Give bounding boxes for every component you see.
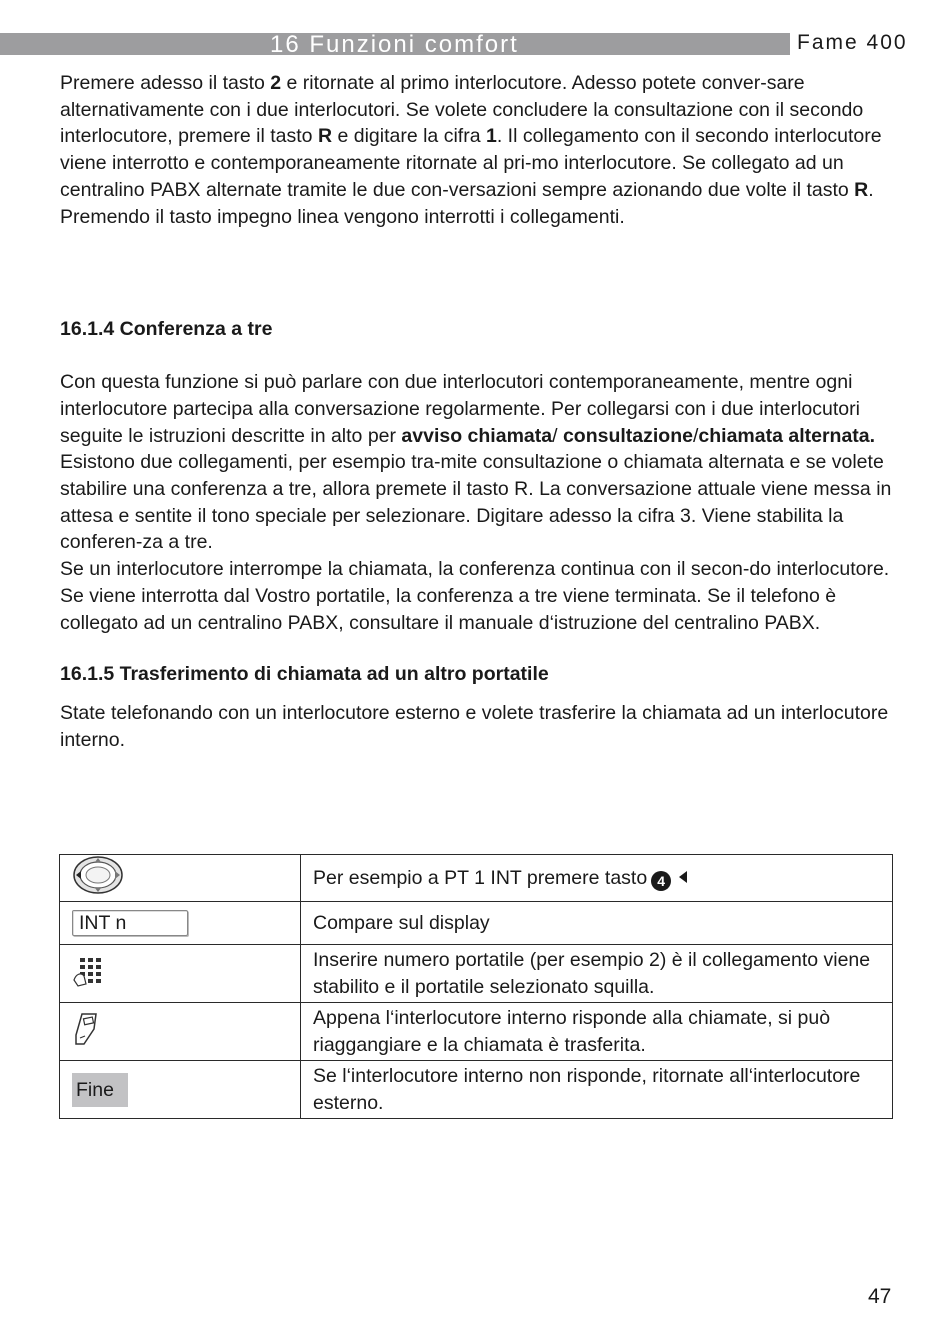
icon-cell [60,855,301,902]
arrow-left-icon [679,871,687,883]
display-box: INT n [72,910,188,936]
conferenza-paragraph-2: Se un interlocutore interrompe la chiamata, la conferenza continua con il secon-do interlocutore. Se viene interrotta dal Vostro portatile, la conferenza a tre viene terminata. Se il telefono è collegato ad un centralino PABX, consultare il manuale d‘istruzione del centralino PABX. [60,558,890,634]
icon-cell [60,1061,301,1119]
navigation-key-icon [72,855,124,895]
step-text: Compare sul display [301,902,893,945]
trasferimento-paragraph: State telefonando con un interlocutore esterno e volete trasferire la chiamata ad un interlocutore interno. [60,702,889,751]
icon-cell [60,902,301,945]
table-row [60,855,893,902]
icon-cell [60,1003,301,1061]
product-name: Fame 400 [797,31,908,54]
conferenza-paragraph-1: Con questa funzione si può parlare con due interlocutori contemporaneamente, mentre ogni interlocutore partecipa alla conversazione regolarmente. Per collegarsi con i due interlocutori seguite le istruzioni descritte in alto per avviso chiamata/ consultazione/chiamata alternata. Esistono due collegamenti, per esempio tra-mite consultazione o chiamata alternata e se volete stabilire una conferenza a tre, allora premete il tasto R. La conversazione attuale viene messa in attesa e sentite il tono speciale per selezionare. Digitare adesso la cifra 3. Viene stabilita la conferen-za a tre. [60,371,892,554]
table-row [60,945,893,1003]
section-title: 16 Funzioni comfort [270,31,519,58]
handset-icon [72,1011,102,1047]
step-text: Se l‘interlocutore interno non risponde, ritornate all‘interlocutore esterno. [301,1061,893,1119]
softkey-fine: Fine [72,1073,128,1107]
heading-conferenza-a-tre: 16.1.4 Conferenza a tre [60,318,273,341]
intro-paragraph: Premere adesso il tasto 2 e ritornate al primo interlocutore. Adesso potete conver-sare alternativamente con i due interlocutori. Se volete concludere la consultazione con il secondo interlocutore, premere il tasto R e digitare la cifra 1. Il collegamento con il secondo interlocutore viene interrotto e contemporaneamente ritornate al pri-mo interlocutore. Se collegato ad un centralino PABX alternate tramite le due con-versazioni sempre azionando due volte il tasto R. Premendo il tasto impegno linea vengono interrotti i collegamenti. [60,72,882,228]
heading-trasferimento: 16.1.5 Trasferimento di chiamata ad un altro portatile [60,663,549,686]
steps-table [59,854,893,1119]
step-text: Appena l‘interlocutore interno risponde alla chiamate, si può riaggangiare e la chiamata è trasferita. [301,1003,893,1061]
table-row [60,902,893,945]
keypad-icon [72,954,108,988]
main-content [60,70,892,754]
step-text: Per esempio a PT 1 INT premere tasto 4 [301,855,893,902]
step-text: Inserire numero portatile (per esempio 2) è il collegamento viene stabilito e il portatile selezionato squilla. [301,945,893,1003]
icon-cell [60,945,301,1003]
table-row [60,1061,893,1119]
page-number: 47 [868,1285,892,1308]
table-row [60,1003,893,1061]
key-4-icon: 4 [651,871,671,891]
